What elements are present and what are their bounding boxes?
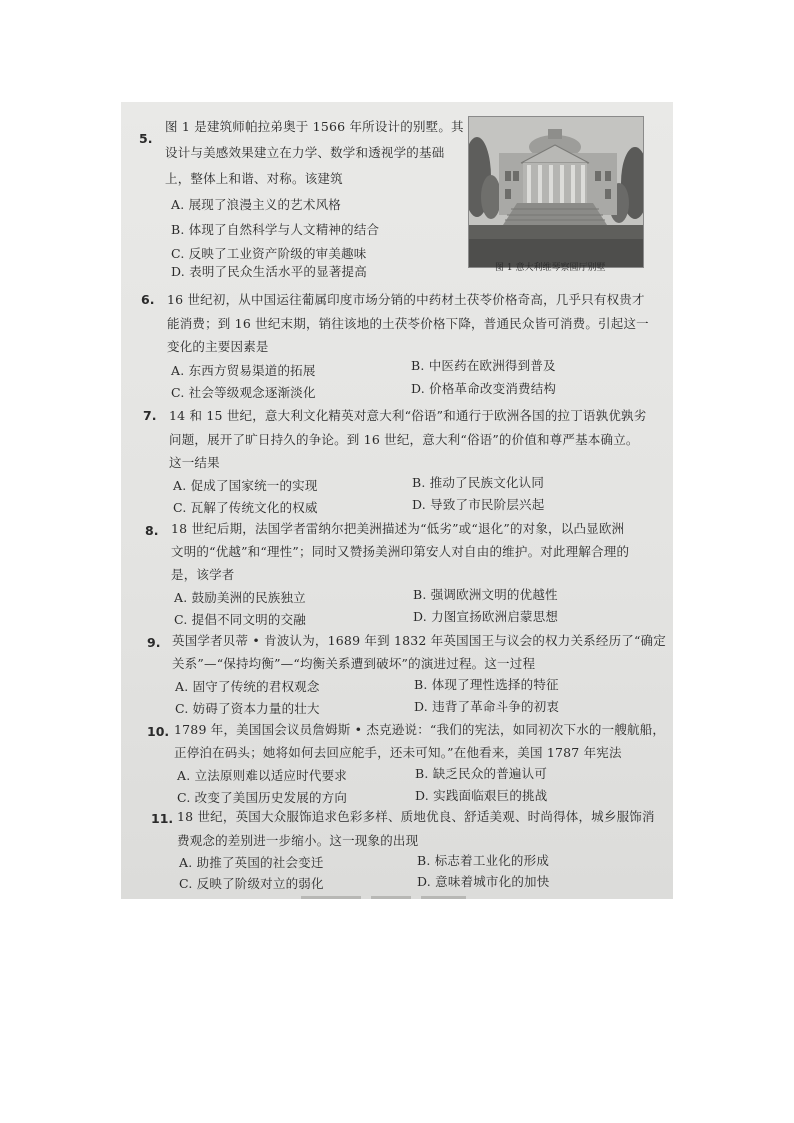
q5-stem-line3: 上，整体上和谐、对称。该建筑 [165,171,343,186]
q6-option-a: A. 东西方贸易渠道的拓展 [171,363,316,378]
q9-option-c: C. 妨碍了资本力量的壮大 [175,701,320,716]
q7-number: 7. [143,408,157,423]
q11-option-a: A. 助推了英国的社会变迁 [179,855,324,870]
q10-option-b: B. 缺乏民众的普遍认可 [415,766,548,781]
q7-stem-line3: 这一结果 [169,455,220,470]
q8-stem-line2: 文明的“优越”和“理性”；同时又赞扬美洲印第安人对自由的维护。对此理解合理的 [171,544,630,559]
q7-option-d: D. 导致了市民阶层兴起 [412,497,545,512]
q9-stem-line2: 关系”—“保持均衡”—“均衡关系遭到破坏”的演进过程。这一过程 [172,656,536,671]
q8-number: 8. [145,523,159,538]
q10-number: 10. [147,724,170,739]
q7-option-a: A. 促成了国家统一的实现 [173,478,318,493]
q6-number: 6. [141,292,155,307]
q6-stem-line3: 变化的主要因素是 [167,339,269,354]
q6-option-c: C. 社会等级观念逐渐淡化 [171,385,316,400]
q5-option-a: A. 展现了浪漫主义的艺术风格 [171,197,341,212]
q8-stem-line1: 18 世纪后期，法国学者雷纳尔把美洲描述为“低劣”或“退化”的对象，以凸显欧洲 [171,521,625,536]
q6-stem-line2: 能消费；到 16 世纪末期，销往该地的土茯苓价格下降，普通民众皆可消费。引起这一 [167,316,649,331]
q10-stem-line2: 正停泊在码头；她将如何去回应舵手，还未可知。”在他看来，美国 1787 年宪法 [174,745,622,760]
villa-rotonda-image [469,117,643,267]
q10-option-a: A. 立法原则难以适应时代要求 [177,768,347,783]
q8-option-c: C. 提倡不同文明的交融 [174,612,306,627]
q5-stem-line2: 设计与美感效果建立在力学、数学和透视学的基础 [165,145,445,160]
q8-option-d: D. 力图宣扬欧洲启蒙思想 [413,609,559,624]
q7-option-c: C. 瓦解了传统文化的权威 [173,500,318,515]
q11-stem-line2: 费观念的差别进一步缩小。这一现象的出现 [177,833,419,848]
q10-stem-line1: 1789 年，美国国会议员詹姆斯 • 杰克逊说：“我们的宪法，如同初次下水的一艘航船， [174,722,666,737]
q7-stem-line2: 问题，展开了旷日持久的争论。到 16 世纪，意大利“俗语”的价值和尊严基本确立。 [169,432,639,447]
q6-stem-line1: 16 世纪初，从中国运往葡属印度市场分销的中药材土茯苓价格奇高，几乎只有权贵才 [167,292,645,307]
q8-option-a: A. 鼓励美洲的民族独立 [174,590,306,605]
q11-option-d: D. 意味着城市化的加快 [417,874,550,889]
q9-option-a: A. 固守了传统的君权观念 [175,679,320,694]
q11-option-c: C. 反映了阶级对立的弱化 [179,876,324,891]
q6-option-b: B. 中医药在欧洲得到普及 [411,358,556,373]
q9-number: 9. [147,635,161,650]
q8-option-b: B. 强调欧洲文明的优越性 [413,587,558,602]
q9-option-d: D. 违背了革命斗争的初衷 [414,699,560,714]
q9-stem-line1: 英国学者贝蒂 • 肯波认为，1689 年到 1832 年英国国王与议会的权力关系经历了“确定 [172,633,666,648]
q10-option-c: C. 改变了美国历史发展的方向 [177,790,348,805]
scanned-page [121,102,673,899]
q10-option-d: D. 实践面临艰巨的挑战 [415,788,548,803]
q8-stem-line3: 是，该学者 [171,567,235,582]
q6-option-d: D. 价格革命改变消费结构 [411,381,557,396]
q11-option-b: B. 标志着工业化的形成 [417,853,550,868]
q5-option-d: D. 表明了民众生活水平的显著提高 [171,264,367,279]
q7-stem-line1: 14 和 15 世纪，意大利文化精英对意大利“俗语”和通行于欧洲各国的拉丁语孰优孰劣 [169,408,647,423]
villa-photo [468,116,644,268]
q5-option-c: C. 反映了工业资产阶级的审美趣味 [171,246,367,261]
q5-option-b: B. 体现了自然科学与人文精神的结合 [171,222,380,237]
footer-smudge [271,892,521,899]
q5-stem-line1: 图 1 是建筑师帕拉弟奥于 1566 年所设计的别墅。其 [165,119,464,134]
q11-number: 11. [151,811,174,826]
page-footer-cropped [271,892,521,899]
figure-caption: 图 1 意大利维琴察圆厅别墅 [495,263,606,273]
q11-stem-line1: 18 世纪，英国大众服饰追求色彩多样、质地优良、舒适美观、时尚得体，城乡服饰消 [177,809,655,824]
q5-number: 5. [139,131,153,146]
q7-option-b: B. 推动了民族文化认同 [412,475,545,490]
q9-option-b: B. 体现了理性选择的特征 [414,677,559,692]
